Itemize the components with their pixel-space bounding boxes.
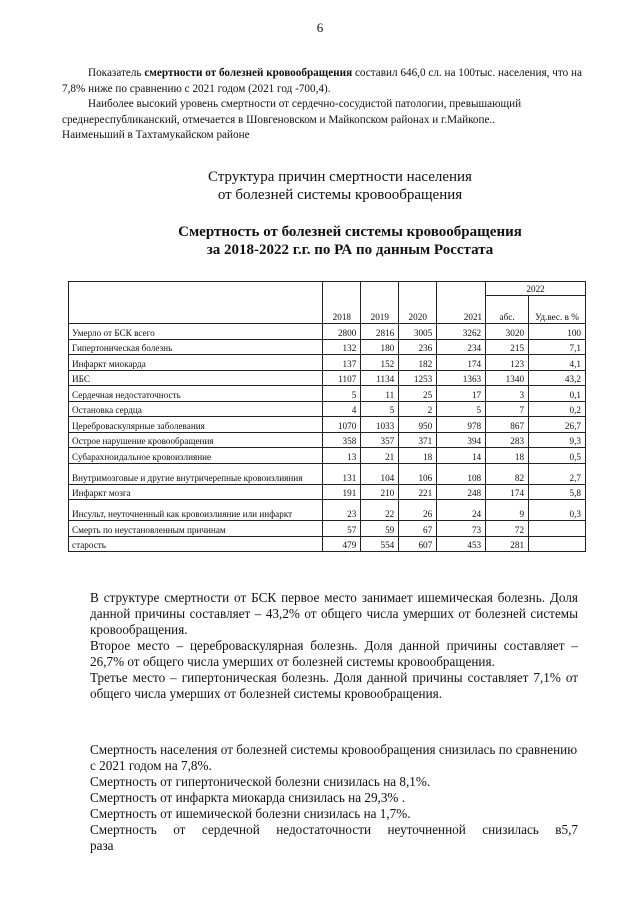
- table-row: [69, 339, 586, 355]
- row-label: ИБС: [69, 370, 323, 386]
- cell-2022-share: 2,7: [529, 463, 586, 484]
- table-row: [69, 386, 586, 402]
- summary-line-hypertension: Смертность от гипертонической болезни снизилась на 8,1%.: [90, 774, 431, 789]
- cell-2022-abs: 1340: [486, 370, 529, 386]
- summary-line-ischemic: Смертность от ишемической болезни снизилась на 1,7%.: [90, 806, 411, 821]
- cell-2020: 3005: [399, 324, 437, 340]
- header-2018: 2018: [323, 282, 361, 324]
- cell-2020: 2: [399, 401, 437, 417]
- table-title-line1: Смертность от болезней системы кровообращения: [178, 224, 522, 240]
- cell-2019: 180: [361, 339, 399, 355]
- cell-2021: 394: [437, 432, 486, 448]
- cell-2019: 21: [361, 448, 399, 464]
- cell-2019: 357: [361, 432, 399, 448]
- analysis-second-place: Второе место – цереброваскулярная болезнь. Доля данной причины составляет – 26,7% от общего числа умерших от болезней системы кровообращения.: [90, 638, 578, 669]
- cell-2022-share: 0,5: [529, 448, 586, 464]
- row-label: Умерло от БСК всего: [69, 324, 323, 340]
- table-title: [110, 223, 590, 259]
- cell-2022-abs: 281: [486, 536, 529, 552]
- table-body: [69, 324, 586, 552]
- row-label: Острое нарушение кровообращения: [69, 432, 323, 448]
- summary-line-total: Смертность населения от болезней системы кровообращения снизилась по сравнению с 2021 годом на 7,8%.: [90, 742, 578, 773]
- cell-2018: 4: [323, 401, 361, 417]
- mortality-table: [68, 281, 586, 552]
- table-title-line2: за 2018-2022 г.г. по РА по данным Росстата: [206, 242, 494, 258]
- cell-2022-share: 0,1: [529, 386, 586, 402]
- section-title-line1: Структура причин смертности населения: [208, 169, 472, 185]
- cell-2022-abs: 18: [486, 448, 529, 464]
- cell-2022-share: 0,3: [529, 500, 586, 521]
- cell-2021: 17: [437, 386, 486, 402]
- cell-2022-share: [529, 536, 586, 552]
- cell-2021: 108: [437, 463, 486, 484]
- cell-2019: 1033: [361, 417, 399, 433]
- cell-2020: 371: [399, 432, 437, 448]
- cell-2022-share: 100: [529, 324, 586, 340]
- row-label: Инсульт, неуточненный как кровоизлияние или инфаркт: [69, 500, 323, 521]
- cell-2022-abs: 9: [486, 500, 529, 521]
- header-share: Уд.вес. в %: [529, 296, 586, 324]
- cell-2018: 57: [323, 521, 361, 537]
- cell-2021: 73: [437, 521, 486, 537]
- cell-2021: 234: [437, 339, 486, 355]
- cell-2020: 26: [399, 500, 437, 521]
- row-label: Цереброваскулярные заболевания: [69, 417, 323, 433]
- cell-2021: 5: [437, 401, 486, 417]
- table-row: [69, 401, 586, 417]
- section-title: [150, 168, 530, 204]
- row-label: Инфаркт миокарда: [69, 355, 323, 371]
- header-2019: 2019: [361, 282, 399, 324]
- cell-2018: 1070: [323, 417, 361, 433]
- cell-2022-abs: 7: [486, 401, 529, 417]
- cell-2020: 25: [399, 386, 437, 402]
- cell-2022-share: 43,2: [529, 370, 586, 386]
- summary-section: [90, 742, 578, 854]
- cell-2021: 978: [437, 417, 486, 433]
- intro-section: [62, 66, 602, 144]
- header-2022: 2022: [486, 282, 586, 296]
- cell-2020: 18: [399, 448, 437, 464]
- cell-2020: 67: [399, 521, 437, 537]
- cell-2022-abs: 3020: [486, 324, 529, 340]
- cell-2021: 453: [437, 536, 486, 552]
- cell-2021: 174: [437, 355, 486, 371]
- cell-2019: 210: [361, 484, 399, 500]
- table-row: [69, 536, 586, 552]
- table-row: [69, 448, 586, 464]
- cell-2019: 104: [361, 463, 399, 484]
- cell-2021: 3262: [437, 324, 486, 340]
- summary-line-heart-failure: Смертность от сердечной недостаточности неуточненной снизилась в5,7: [90, 822, 578, 837]
- analysis-section: [90, 590, 578, 702]
- page-number: 6: [316, 20, 324, 35]
- analysis-first-place: В структуре смертности от БСК первое место занимает ишемическая болезнь. Доля данной причины составляет – 43,2% от общего числа умерших от болезней системы кровообращения.: [90, 590, 578, 637]
- cell-2018: 358: [323, 432, 361, 448]
- cell-2019: 554: [361, 536, 399, 552]
- cell-2018: 132: [323, 339, 361, 355]
- cell-2019: 152: [361, 355, 399, 371]
- cell-2022-share: 26,7: [529, 417, 586, 433]
- cell-2020: 106: [399, 463, 437, 484]
- intro-text-a: Показатель: [88, 67, 145, 79]
- table-header-row-1: [69, 282, 586, 296]
- header-empty-cell: [69, 282, 323, 324]
- cell-2018: 479: [323, 536, 361, 552]
- summary-line-heart-failure-end: раза: [90, 838, 114, 853]
- table-row: [69, 417, 586, 433]
- section-title-line2: от болезней системы кровообращения: [217, 187, 463, 203]
- cell-2020: 221: [399, 484, 437, 500]
- row-label: Внутримозговые и другие внутричерепные кровоизлияния: [69, 463, 323, 484]
- intro-paragraph-mortality: [62, 66, 602, 97]
- cell-2019: 2816: [361, 324, 399, 340]
- cell-2018: 131: [323, 463, 361, 484]
- cell-2018: 23: [323, 500, 361, 521]
- cell-2022-abs: 72: [486, 521, 529, 537]
- table-row: [69, 521, 586, 537]
- cell-2019: 11: [361, 386, 399, 402]
- row-label: старость: [69, 536, 323, 552]
- header-abs: абс.: [486, 296, 529, 324]
- cell-2019: 22: [361, 500, 399, 521]
- cell-2021: 14: [437, 448, 486, 464]
- intro-text-c: составил 646,0 сл. на 100тыс. населения, что на 7,8% ниже по сравнению с 2021 годом (2021 год -700,4).: [62, 67, 582, 95]
- cell-2018: 5: [323, 386, 361, 402]
- cell-2022-share: 4,1: [529, 355, 586, 371]
- row-label: Смерть по неустановленным причинам: [69, 521, 323, 537]
- cell-2018: 191: [323, 484, 361, 500]
- cell-2022-abs: 867: [486, 417, 529, 433]
- analysis-third-place: Третье место – гипертоническая болезнь. Доля данной причины составляет 7,1% от общего числа умерших от болезней системы кровообращения.: [90, 670, 578, 701]
- summary-line-infarction: Смертность от инфаркта миокарда снизилась на 29,3% .: [90, 790, 406, 805]
- table-row: [69, 432, 586, 448]
- table-row: [69, 355, 586, 371]
- cell-2022-share: 5,8: [529, 484, 586, 500]
- cell-2019: 5: [361, 401, 399, 417]
- cell-2018: 13: [323, 448, 361, 464]
- cell-2018: 137: [323, 355, 361, 371]
- cell-2018: 2800: [323, 324, 361, 340]
- header-2021: 2021: [437, 282, 486, 324]
- cell-2021: 24: [437, 500, 486, 521]
- cell-2020: 607: [399, 536, 437, 552]
- cell-2021: 248: [437, 484, 486, 500]
- row-label: Сердечная недостаточность: [69, 386, 323, 402]
- table-row: [69, 500, 586, 521]
- cell-2019: 1134: [361, 370, 399, 386]
- table-row: [69, 484, 586, 500]
- header-2020: 2020: [399, 282, 437, 324]
- cell-2019: 59: [361, 521, 399, 537]
- cell-2022-abs: 283: [486, 432, 529, 448]
- row-label: Гипертоническая болезнь: [69, 339, 323, 355]
- cell-2022-abs: 174: [486, 484, 529, 500]
- cell-2022-abs: 215: [486, 339, 529, 355]
- cell-2022-share: [529, 521, 586, 537]
- row-label: Инфаркт мозга: [69, 484, 323, 500]
- intro-text-bold: смертности от болезней кровообращения: [144, 67, 353, 79]
- cell-2022-share: 7,1: [529, 339, 586, 355]
- cell-2020: 950: [399, 417, 437, 433]
- intro-paragraph-lowest: Наименьший в Тахтамукайском районе: [62, 129, 250, 141]
- cell-2022-share: 9,3: [529, 432, 586, 448]
- cell-2022-abs: 82: [486, 463, 529, 484]
- cell-2021: 1363: [437, 370, 486, 386]
- cell-2020: 1253: [399, 370, 437, 386]
- cell-2022-abs: 123: [486, 355, 529, 371]
- row-label: Остановка сердца: [69, 401, 323, 417]
- table-row: [69, 370, 586, 386]
- intro-paragraph-regions: Наиболее высокий уровень смертности от сердечно-сосудистой патологии, превышающий среднереспубликанский, отмечается в Шовгеновском и Майкопском районах и г.Майкопе..: [62, 98, 522, 126]
- table-row: [69, 324, 586, 340]
- table-row: [69, 463, 586, 484]
- cell-2020: 236: [399, 339, 437, 355]
- row-label: Субарахноидальное кровоизлияние: [69, 448, 323, 464]
- cell-2022-abs: 3: [486, 386, 529, 402]
- cell-2020: 182: [399, 355, 437, 371]
- cell-2018: 1107: [323, 370, 361, 386]
- cell-2022-share: 0,2: [529, 401, 586, 417]
